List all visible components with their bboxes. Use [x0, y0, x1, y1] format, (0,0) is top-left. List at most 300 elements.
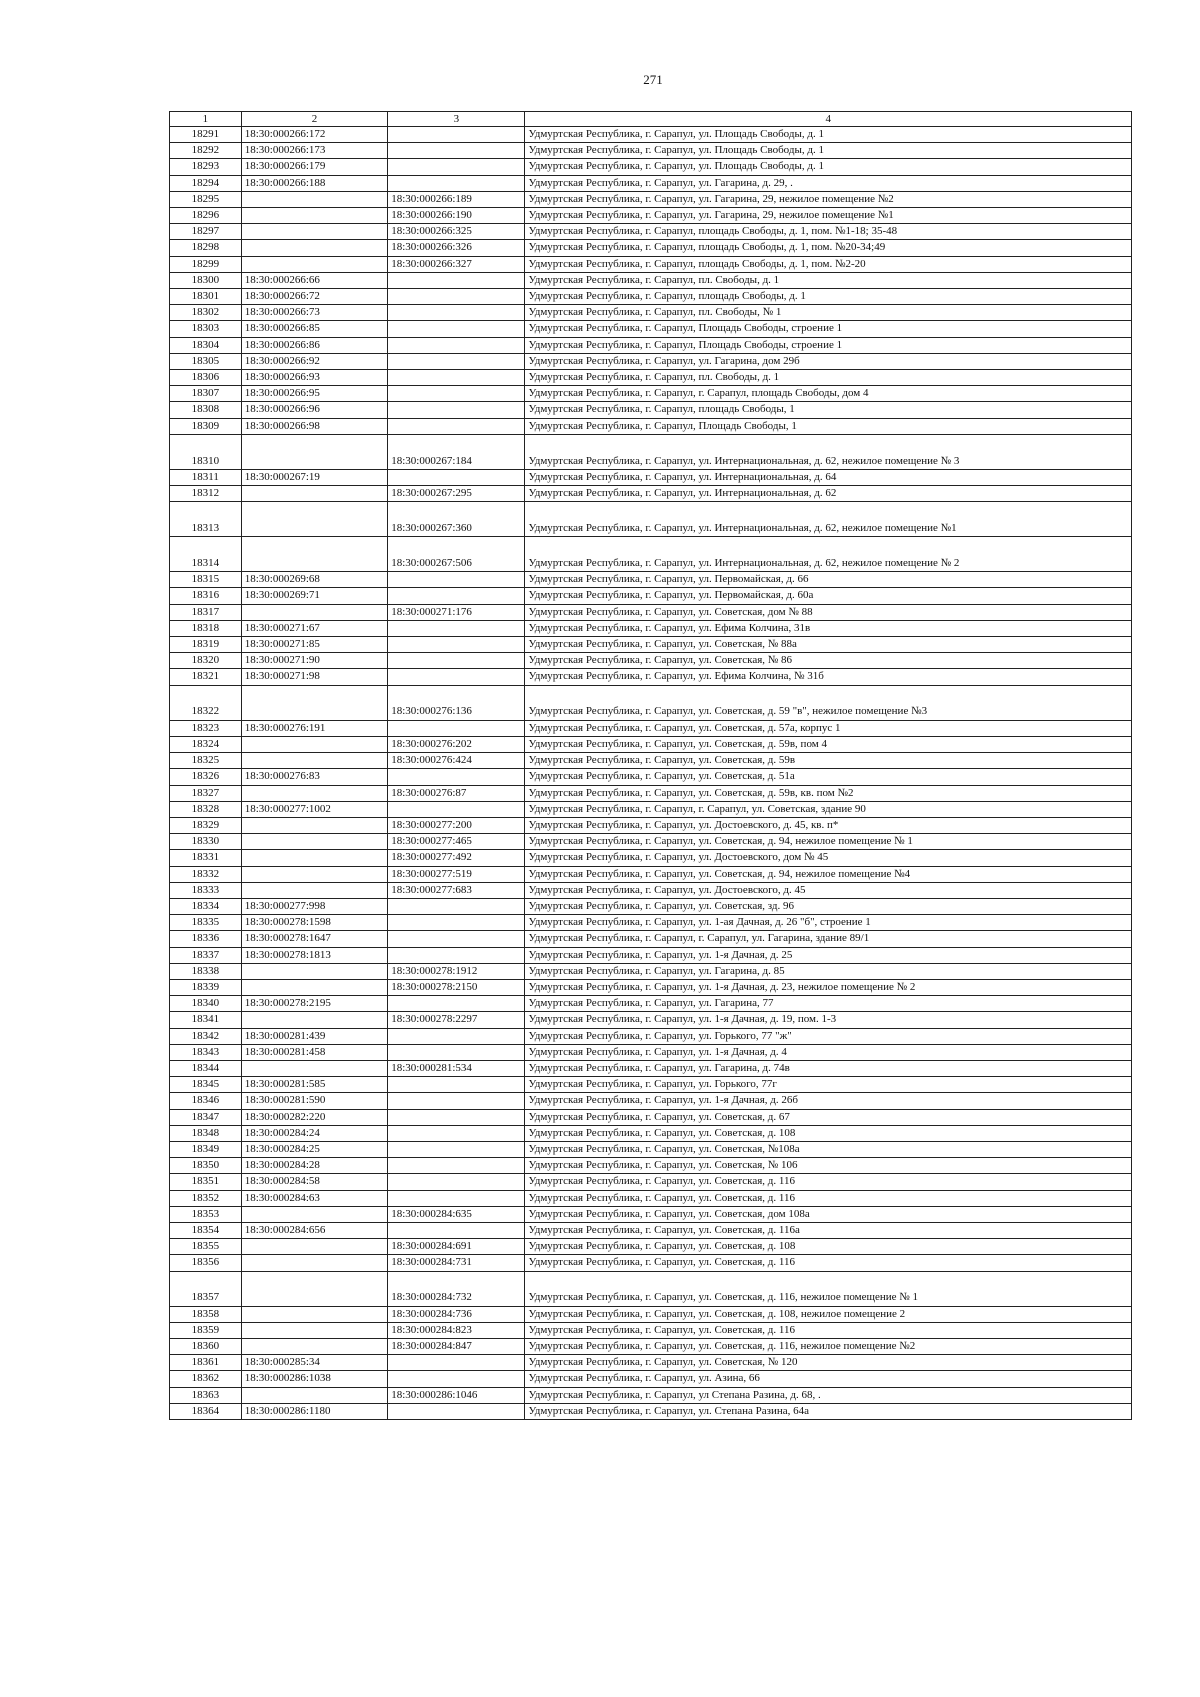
row-number-cell: 18336 — [170, 931, 242, 947]
premises-cadastral-cell — [388, 620, 525, 636]
cadastral-number-cell: 18:30:000269:68 — [241, 572, 388, 588]
row-number-cell: 18303 — [170, 321, 242, 337]
table-row — [170, 572, 1132, 588]
cadastral-number-cell — [241, 753, 388, 769]
row-number-cell: 18339 — [170, 979, 242, 995]
row-number-cell: 18355 — [170, 1239, 242, 1255]
table-row — [170, 1077, 1132, 1093]
cadastral-number-cell: 18:30:000278:1813 — [241, 947, 388, 963]
cadastral-number-cell: 18:30:000276:191 — [241, 720, 388, 736]
row-number-cell: 18306 — [170, 370, 242, 386]
table-row — [170, 996, 1132, 1012]
row-number-cell: 18317 — [170, 604, 242, 620]
row-number-cell: 18307 — [170, 386, 242, 402]
address-cell: Удмуртская Республика, г. Сарапул, ул. 1-я Дачная, д. 23, нежилое помещение № 2 — [525, 979, 1132, 995]
cadastral-number-cell: 18:30:000271:98 — [241, 669, 388, 685]
address-cell: Удмуртская Республика, г. Сарапул, ул. Достоевского, д. 45, кв. п* — [525, 817, 1132, 833]
table-row — [170, 224, 1132, 240]
premises-cadastral-cell: 18:30:000271:176 — [388, 604, 525, 620]
address-cell: Удмуртская Республика, г. Сарапул, ул. Советская, д. 57а, корпус 1 — [525, 720, 1132, 736]
table-row — [170, 931, 1132, 947]
table-row — [170, 486, 1132, 502]
premises-cadastral-cell: 18:30:000266:325 — [388, 224, 525, 240]
row-number-cell: 18341 — [170, 1012, 242, 1028]
cadastral-number-cell: 18:30:000266:93 — [241, 370, 388, 386]
address-cell: Удмуртская Республика, г. Сарапул, Площадь Свободы, строение 1 — [525, 321, 1132, 337]
address-cell: Удмуртская Республика, г. Сарапул, ул. Советская, № 88а — [525, 637, 1132, 653]
cadastral-number-cell — [241, 834, 388, 850]
cadastral-number-cell — [241, 1322, 388, 1338]
cadastral-number-cell — [241, 1206, 388, 1222]
table-row — [170, 669, 1132, 685]
address-cell: Удмуртская Республика, г. Сарапул, ул. Советская, № 86 — [525, 653, 1132, 669]
table-row — [170, 1028, 1132, 1044]
cadastral-number-cell — [241, 537, 388, 572]
table-row — [170, 370, 1132, 386]
row-number-cell: 18359 — [170, 1322, 242, 1338]
premises-cadastral-cell — [388, 669, 525, 685]
row-number-cell: 18310 — [170, 434, 242, 469]
premises-cadastral-cell: 18:30:000276:136 — [388, 685, 525, 720]
column-header-1: 1 — [170, 112, 242, 127]
cadastral-number-cell: 18:30:000277:1002 — [241, 801, 388, 817]
row-number-cell: 18309 — [170, 418, 242, 434]
table-row — [170, 272, 1132, 288]
cadastral-number-cell: 18:30:000266:72 — [241, 289, 388, 305]
row-number-cell: 18328 — [170, 801, 242, 817]
cadastral-number-cell: 18:30:000266:172 — [241, 127, 388, 143]
address-cell: Удмуртская Республика, г. Сарапул, ул. 1-я Дачная, д. 19, пом. 1-3 — [525, 1012, 1132, 1028]
page-number: 271 — [643, 72, 663, 87]
cadastral-number-cell — [241, 1306, 388, 1322]
table-row — [170, 1060, 1132, 1076]
row-number-cell: 18311 — [170, 469, 242, 485]
premises-cadastral-cell — [388, 386, 525, 402]
premises-cadastral-cell — [388, 127, 525, 143]
cadastral-number-cell — [241, 191, 388, 207]
premises-cadastral-cell: 18:30:000278:2297 — [388, 1012, 525, 1028]
row-number-cell: 18352 — [170, 1190, 242, 1206]
table-row — [170, 208, 1132, 224]
address-cell: Удмуртская Республика, г. Сарапул, ул. Советская, № 120 — [525, 1355, 1132, 1371]
premises-cadastral-cell — [388, 637, 525, 653]
table-row — [170, 386, 1132, 402]
cadastral-number-cell: 18:30:000284:24 — [241, 1125, 388, 1141]
table-row — [170, 834, 1132, 850]
address-cell: Удмуртская Республика, г. Сарапул, ул. Советская, д. 116 — [525, 1322, 1132, 1338]
row-number-cell: 18335 — [170, 915, 242, 931]
cadastral-number-cell — [241, 817, 388, 833]
address-cell: Удмуртская Республика, г. Сарапул, ул. Азина, 66 — [525, 1371, 1132, 1387]
cadastral-number-cell: 18:30:000277:998 — [241, 898, 388, 914]
table-row — [170, 1255, 1132, 1271]
table-row — [170, 143, 1132, 159]
cadastral-number-cell: 18:30:000266:66 — [241, 272, 388, 288]
premises-cadastral-cell — [388, 1141, 525, 1157]
cadastral-number-cell: 18:30:000266:96 — [241, 402, 388, 418]
premises-cadastral-cell — [388, 353, 525, 369]
table-row — [170, 1371, 1132, 1387]
row-number-cell: 18342 — [170, 1028, 242, 1044]
premises-cadastral-cell — [388, 175, 525, 191]
row-number-cell: 18331 — [170, 850, 242, 866]
premises-cadastral-cell — [388, 653, 525, 669]
row-number-cell: 18293 — [170, 159, 242, 175]
table-row — [170, 1355, 1132, 1371]
table-row — [170, 785, 1132, 801]
cadastral-number-cell — [241, 1255, 388, 1271]
table-row — [170, 1403, 1132, 1419]
table-row — [170, 979, 1132, 995]
address-cell: Удмуртская Республика, г. Сарапул, ул. Гагарина, дом 29б — [525, 353, 1132, 369]
row-number-cell: 18356 — [170, 1255, 242, 1271]
premises-cadastral-cell: 18:30:000276:87 — [388, 785, 525, 801]
cadastral-number-cell — [241, 434, 388, 469]
address-cell: Удмуртская Республика, г. Сарапул, ул. Гагарина, д. 85 — [525, 963, 1132, 979]
cadastral-number-cell: 18:30:000282:220 — [241, 1109, 388, 1125]
table-header-row — [170, 112, 1132, 127]
address-cell: Удмуртская Республика, г. Сарапул, ул. Гагарина, 29, нежилое помещение №1 — [525, 208, 1132, 224]
premises-cadastral-cell — [388, 272, 525, 288]
cadastral-number-cell — [241, 1339, 388, 1355]
address-cell: Удмуртская Республика, г. Сарапул, ул. Советская, №108а — [525, 1141, 1132, 1157]
table-row — [170, 1339, 1132, 1355]
address-cell: Удмуртская Республика, г. Сарапул, площадь Свободы, д. 1 — [525, 289, 1132, 305]
cadastral-number-cell: 18:30:000266:179 — [241, 159, 388, 175]
row-number-cell: 18357 — [170, 1271, 242, 1306]
premises-cadastral-cell: 18:30:000277:200 — [388, 817, 525, 833]
cadastral-number-cell: 18:30:000266:98 — [241, 418, 388, 434]
cadastral-number-cell: 18:30:000276:83 — [241, 769, 388, 785]
cadastral-number-cell: 18:30:000285:34 — [241, 1355, 388, 1371]
premises-cadastral-cell — [388, 1190, 525, 1206]
table-row — [170, 898, 1132, 914]
premises-cadastral-cell: 18:30:000277:519 — [388, 866, 525, 882]
address-cell: Удмуртская Республика, г. Сарапул, ул. Советская, дом 108а — [525, 1206, 1132, 1222]
row-number-cell: 18324 — [170, 736, 242, 752]
address-cell: Удмуртская Республика, г. Сарапул, ул. Советская, д. 116а — [525, 1222, 1132, 1238]
row-number-cell: 18299 — [170, 256, 242, 272]
premises-cadastral-cell — [388, 996, 525, 1012]
table-row — [170, 915, 1132, 931]
premises-cadastral-cell: 18:30:000284:736 — [388, 1306, 525, 1322]
table-row — [170, 588, 1132, 604]
premises-cadastral-cell — [388, 337, 525, 353]
cadastral-number-cell: 18:30:000266:188 — [241, 175, 388, 191]
row-number-cell: 18353 — [170, 1206, 242, 1222]
premises-cadastral-cell — [388, 370, 525, 386]
table-body — [170, 127, 1132, 1420]
premises-cadastral-cell — [388, 947, 525, 963]
table-row — [170, 1306, 1132, 1322]
premises-cadastral-cell: 18:30:000284:731 — [388, 1255, 525, 1271]
premises-cadastral-cell: 18:30:000267:360 — [388, 502, 525, 537]
table-row — [170, 736, 1132, 752]
premises-cadastral-cell: 18:30:000267:184 — [388, 434, 525, 469]
address-cell: Удмуртская Республика, г. Сарапул, ул. Площадь Свободы, д. 1 — [525, 143, 1132, 159]
row-number-cell: 18292 — [170, 143, 242, 159]
premises-cadastral-cell — [388, 159, 525, 175]
cadastral-number-cell — [241, 486, 388, 502]
column-header-3: 3 — [388, 112, 525, 127]
premises-cadastral-cell: 18:30:000267:295 — [388, 486, 525, 502]
table-row — [170, 850, 1132, 866]
row-number-cell: 18308 — [170, 402, 242, 418]
cadastral-number-cell: 18:30:000266:173 — [241, 143, 388, 159]
table-row — [170, 1093, 1132, 1109]
table-row — [170, 1125, 1132, 1141]
cadastral-number-cell — [241, 1271, 388, 1306]
cadastral-number-cell: 18:30:000284:656 — [241, 1222, 388, 1238]
row-number-cell: 18296 — [170, 208, 242, 224]
table-row — [170, 434, 1132, 469]
table-row — [170, 882, 1132, 898]
address-cell: Удмуртская Республика, г. Сарапул, ул. Интернациональная, д. 62, нежилое помещение №1 — [525, 502, 1132, 537]
premises-cadastral-cell — [388, 305, 525, 321]
address-cell: Удмуртская Республика, г. Сарапул, ул. 1-я Дачная, д. 26б — [525, 1093, 1132, 1109]
table-row — [170, 1271, 1132, 1306]
cadastral-number-cell: 18:30:000284:58 — [241, 1174, 388, 1190]
address-cell: Удмуртская Республика, г. Сарапул, ул. Советская, д. 108 — [525, 1125, 1132, 1141]
row-number-cell: 18349 — [170, 1141, 242, 1157]
row-number-cell: 18351 — [170, 1174, 242, 1190]
premises-cadastral-cell: 18:30:000284:847 — [388, 1339, 525, 1355]
row-number-cell: 18345 — [170, 1077, 242, 1093]
table-row — [170, 469, 1132, 485]
address-cell: Удмуртская Республика, г. Сарапул, ул. Первомайская, д. 60а — [525, 588, 1132, 604]
address-cell: Удмуртская Республика, г. Сарапул, ул. Советская, зд. 96 — [525, 898, 1132, 914]
table-row — [170, 1141, 1132, 1157]
premises-cadastral-cell — [388, 588, 525, 604]
premises-cadastral-cell — [388, 1355, 525, 1371]
table-row — [170, 256, 1132, 272]
row-number-cell: 18316 — [170, 588, 242, 604]
address-cell: Удмуртская Республика, г. Сарапул, площадь Свободы, д. 1, пом. №1-18; 35-48 — [525, 224, 1132, 240]
premises-cadastral-cell: 18:30:000267:506 — [388, 537, 525, 572]
address-cell: Удмуртская Республика, г. Сарапул, площадь Свободы, д. 1, пом. №20-34;49 — [525, 240, 1132, 256]
premises-cadastral-cell: 18:30:000277:683 — [388, 882, 525, 898]
row-number-cell: 18322 — [170, 685, 242, 720]
premises-cadastral-cell — [388, 402, 525, 418]
address-cell: Удмуртская Республика, г. Сарапул, пл. Свободы, д. 1 — [525, 272, 1132, 288]
row-number-cell: 18358 — [170, 1306, 242, 1322]
premises-cadastral-cell: 18:30:000276:202 — [388, 736, 525, 752]
table-row — [170, 947, 1132, 963]
address-cell: Удмуртская Республика, г. Сарапул, г. Сарапул, ул. Советская, здание 90 — [525, 801, 1132, 817]
row-number-cell: 18300 — [170, 272, 242, 288]
row-number-cell: 18363 — [170, 1387, 242, 1403]
cadastral-number-cell: 18:30:000269:71 — [241, 588, 388, 604]
table-row — [170, 305, 1132, 321]
row-number-cell: 18319 — [170, 637, 242, 653]
cadastral-number-cell — [241, 1239, 388, 1255]
cadastral-number-cell: 18:30:000284:63 — [241, 1190, 388, 1206]
premises-cadastral-cell: 18:30:000277:492 — [388, 850, 525, 866]
cadastral-number-cell: 18:30:000284:28 — [241, 1158, 388, 1174]
table-row — [170, 1206, 1132, 1222]
row-number-cell: 18350 — [170, 1158, 242, 1174]
cadastral-number-cell — [241, 882, 388, 898]
table-row — [170, 1222, 1132, 1238]
address-cell: Удмуртская Республика, г. Сарапул, ул. Площадь Свободы, д. 1 — [525, 159, 1132, 175]
premises-cadastral-cell — [388, 1403, 525, 1419]
premises-cadastral-cell: 18:30:000286:1046 — [388, 1387, 525, 1403]
cadastral-number-cell: 18:30:000284:25 — [241, 1141, 388, 1157]
premises-cadastral-cell — [388, 1109, 525, 1125]
premises-cadastral-cell: 18:30:000266:326 — [388, 240, 525, 256]
address-cell: Удмуртская Республика, г. Сарапул, ул. Советская, д. 94, нежилое помещение №4 — [525, 866, 1132, 882]
row-number-cell: 18325 — [170, 753, 242, 769]
address-cell: Удмуртская Республика, г. Сарапул, ул Степана Разина, д. 68, . — [525, 1387, 1132, 1403]
cadastral-number-cell — [241, 850, 388, 866]
address-cell: Удмуртская Республика, г. Сарапул, ул. Советская, д. 116 — [525, 1255, 1132, 1271]
row-number-cell: 18323 — [170, 720, 242, 736]
address-cell: Удмуртская Республика, г. Сарапул, пл. Свободы, № 1 — [525, 305, 1132, 321]
cadastral-number-cell: 18:30:000278:2195 — [241, 996, 388, 1012]
premises-cadastral-cell — [388, 769, 525, 785]
row-number-cell: 18318 — [170, 620, 242, 636]
premises-cadastral-cell — [388, 1044, 525, 1060]
table-row — [170, 337, 1132, 353]
address-cell: Удмуртская Республика, г. Сарапул, ул. Советская, д. 116, нежилое помещение №2 — [525, 1339, 1132, 1355]
row-number-cell: 18344 — [170, 1060, 242, 1076]
address-cell: Удмуртская Республика, г. Сарапул, ул. Советская, д. 67 — [525, 1109, 1132, 1125]
cadastral-number-cell — [241, 866, 388, 882]
row-number-cell: 18329 — [170, 817, 242, 833]
row-number-cell: 18302 — [170, 305, 242, 321]
table-row — [170, 817, 1132, 833]
cadastral-number-cell — [241, 685, 388, 720]
row-number-cell: 18327 — [170, 785, 242, 801]
address-cell: Удмуртская Республика, г. Сарапул, пл. Свободы, д. 1 — [525, 370, 1132, 386]
address-cell: Удмуртская Республика, г. Сарапул, ул. 1-ая Дачная, д. 26 "б", строение 1 — [525, 915, 1132, 931]
row-number-cell: 18301 — [170, 289, 242, 305]
row-number-cell: 18315 — [170, 572, 242, 588]
table-row — [170, 537, 1132, 572]
cadastral-number-cell: 18:30:000271:67 — [241, 620, 388, 636]
row-number-cell: 18326 — [170, 769, 242, 785]
premises-cadastral-cell: 18:30:000284:635 — [388, 1206, 525, 1222]
row-number-cell: 18360 — [170, 1339, 242, 1355]
row-number-cell: 18332 — [170, 866, 242, 882]
cadastral-number-cell: 18:30:000271:85 — [241, 637, 388, 653]
cadastral-number-cell — [241, 502, 388, 537]
row-number-cell: 18334 — [170, 898, 242, 914]
row-number-cell: 18364 — [170, 1403, 242, 1419]
address-cell: Удмуртская Республика, г. Сарапул, ул. Гагарина, д. 74в — [525, 1060, 1132, 1076]
address-cell: Удмуртская Республика, г. Сарапул, площадь Свободы, д. 1, пом. №2-20 — [525, 256, 1132, 272]
premises-cadastral-cell — [388, 1028, 525, 1044]
address-cell: Удмуртская Республика, г. Сарапул, ул. Советская, д. 59в — [525, 753, 1132, 769]
table-row — [170, 685, 1132, 720]
registry-table — [169, 111, 1132, 1420]
cadastral-number-cell: 18:30:000266:85 — [241, 321, 388, 337]
address-cell: Удмуртская Республика, г. Сарапул, ул. Гагарина, 29, нежилое помещение №2 — [525, 191, 1132, 207]
row-number-cell: 18291 — [170, 127, 242, 143]
premises-cadastral-cell — [388, 572, 525, 588]
address-cell: Удмуртская Республика, г. Сарапул, ул. Советская, дом № 88 — [525, 604, 1132, 620]
premises-cadastral-cell — [388, 418, 525, 434]
premises-cadastral-cell — [388, 915, 525, 931]
table-row — [170, 1174, 1132, 1190]
table-row — [170, 191, 1132, 207]
table-row — [170, 1012, 1132, 1028]
cadastral-number-cell: 18:30:000286:1038 — [241, 1371, 388, 1387]
address-cell: Удмуртская Республика, г. Сарапул, ул. Достоевского, дом № 45 — [525, 850, 1132, 866]
address-cell: Удмуртская Республика, г. Сарапул, ул. 1-я Дачная, д. 25 — [525, 947, 1132, 963]
cadastral-number-cell: 18:30:000281:458 — [241, 1044, 388, 1060]
address-cell: Удмуртская Республика, г. Сарапул, Площадь Свободы, 1 — [525, 418, 1132, 434]
premises-cadastral-cell — [388, 469, 525, 485]
table-row — [170, 127, 1132, 143]
cadastral-number-cell — [241, 979, 388, 995]
cadastral-number-cell: 18:30:000278:1647 — [241, 931, 388, 947]
row-number-cell: 18347 — [170, 1109, 242, 1125]
address-cell: Удмуртская Республика, г. Сарапул, ул. Советская, д. 59в, пом 4 — [525, 736, 1132, 752]
table-row — [170, 769, 1132, 785]
row-number-cell: 18346 — [170, 1093, 242, 1109]
address-cell: Удмуртская Республика, г. Сарапул, ул. Советская, № 106 — [525, 1158, 1132, 1174]
premises-cadastral-cell — [388, 898, 525, 914]
premises-cadastral-cell: 18:30:000281:534 — [388, 1060, 525, 1076]
table-row — [170, 653, 1132, 669]
row-number-cell: 18354 — [170, 1222, 242, 1238]
cadastral-number-cell: 18:30:000271:90 — [241, 653, 388, 669]
row-number-cell: 18343 — [170, 1044, 242, 1060]
address-cell: Удмуртская Республика, г. Сарапул, ул. Гагарина, д. 29, . — [525, 175, 1132, 191]
column-header-4: 4 — [525, 112, 1132, 127]
premises-cadastral-cell — [388, 1222, 525, 1238]
address-cell: Удмуртская Республика, г. Сарапул, ул. Советская, д. 116 — [525, 1174, 1132, 1190]
cadastral-number-cell — [241, 1012, 388, 1028]
address-cell: Удмуртская Республика, г. Сарапул, ул. Горького, 77г — [525, 1077, 1132, 1093]
address-cell: Удмуртская Республика, г. Сарапул, г. Сарапул, ул. Гагарина, здание 89/1 — [525, 931, 1132, 947]
cadastral-number-cell — [241, 256, 388, 272]
address-cell: Удмуртская Республика, г. Сарапул, ул. Ефима Колчина, № 31б — [525, 669, 1132, 685]
address-cell: Удмуртская Республика, г. Сарапул, Площадь Свободы, строение 1 — [525, 337, 1132, 353]
address-cell: Удмуртская Республика, г. Сарапул, ул. Площадь Свободы, д. 1 — [525, 127, 1132, 143]
address-cell: Удмуртская Республика, г. Сарапул, ул. Советская, д. 94, нежилое помещение № 1 — [525, 834, 1132, 850]
address-cell: Удмуртская Республика, г. Сарапул, ул. Советская, д. 51а — [525, 769, 1132, 785]
address-cell: Удмуртская Республика, г. Сарапул, ул. Степана Разина, 64а — [525, 1403, 1132, 1419]
premises-cadastral-cell — [388, 1077, 525, 1093]
table-row — [170, 353, 1132, 369]
premises-cadastral-cell: 18:30:000284:823 — [388, 1322, 525, 1338]
row-number-cell: 18312 — [170, 486, 242, 502]
row-number-cell: 18320 — [170, 653, 242, 669]
premises-cadastral-cell: 18:30:000284:691 — [388, 1239, 525, 1255]
premises-cadastral-cell — [388, 289, 525, 305]
address-cell: Удмуртская Республика, г. Сарапул, площадь Свободы, 1 — [525, 402, 1132, 418]
address-cell: Удмуртская Республика, г. Сарапул, ул. Советская, д. 116 — [525, 1190, 1132, 1206]
cadastral-number-cell: 18:30:000266:95 — [241, 386, 388, 402]
row-number-cell: 18305 — [170, 353, 242, 369]
premises-cadastral-cell — [388, 1093, 525, 1109]
address-cell: Удмуртская Республика, г. Сарапул, ул. Советская, д. 108, нежилое помещение 2 — [525, 1306, 1132, 1322]
premises-cadastral-cell: 18:30:000266:189 — [388, 191, 525, 207]
row-number-cell: 18313 — [170, 502, 242, 537]
row-number-cell: 18330 — [170, 834, 242, 850]
cadastral-number-cell — [241, 224, 388, 240]
table-row — [170, 502, 1132, 537]
address-cell: Удмуртская Республика, г. Сарапул, г. Сарапул, площадь Свободы, дом 4 — [525, 386, 1132, 402]
row-number-cell: 18338 — [170, 963, 242, 979]
address-cell: Удмуртская Республика, г. Сарапул, ул. Советская, д. 116, нежилое помещение № 1 — [525, 1271, 1132, 1306]
address-cell: Удмуртская Республика, г. Сарапул, ул. Интернациональная, д. 64 — [525, 469, 1132, 485]
address-cell: Удмуртская Республика, г. Сарапул, ул. Гагарина, 77 — [525, 996, 1132, 1012]
row-number-cell: 18361 — [170, 1355, 242, 1371]
table-row — [170, 1158, 1132, 1174]
